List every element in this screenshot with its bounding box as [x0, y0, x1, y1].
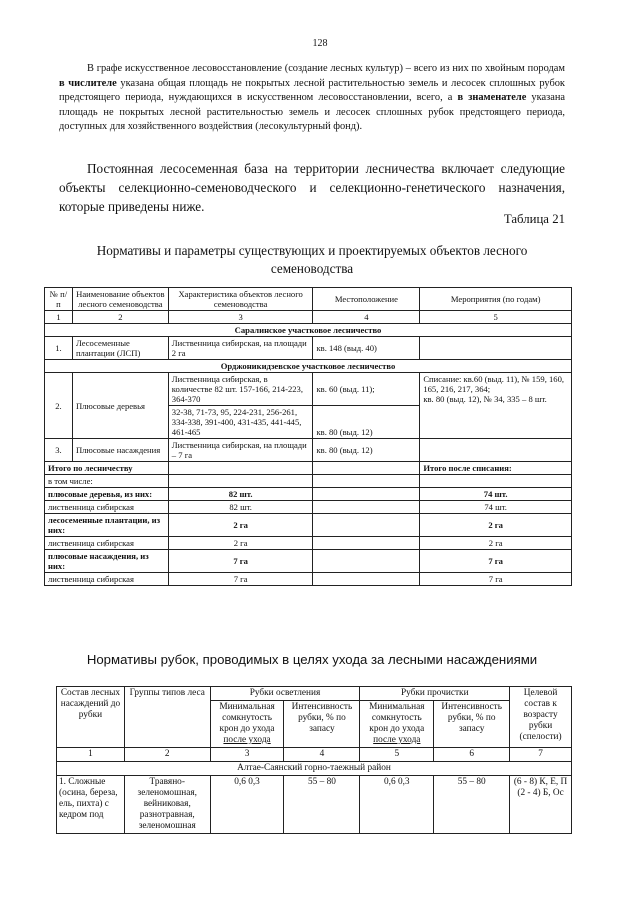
object-name: Плюсовые насаждения [72, 439, 168, 462]
table-row [45, 373, 572, 406]
col-number: 5 [360, 748, 434, 762]
total-before: 2 га [168, 537, 313, 550]
species-label: лиственница сибирская [45, 573, 169, 586]
total-row [45, 488, 572, 501]
in-that-label: в том числе: [45, 475, 169, 488]
total-before: 82 шт. [168, 488, 313, 501]
total-item-label: плюсовые насаждения, из них: [45, 550, 169, 573]
col-number: 4 [313, 311, 420, 324]
header-cell: Состав лесных насаждений до рубки [57, 687, 125, 748]
header-cell: Рубки прочистки [360, 687, 510, 701]
object-name: Лесосеменные плантации (ЛСП) [72, 337, 168, 360]
intensity-cell: 55 – 80 [284, 776, 360, 834]
object-activities [420, 439, 572, 462]
total-item-label: плюсовые деревья, из них: [45, 488, 169, 501]
composition-cell: 1. Сложные (осина, береза, ель, пихта) с кедром под [57, 776, 125, 834]
col-number: 1 [57, 748, 125, 762]
species-label: лиственница сибирская [45, 501, 169, 514]
header-cell: Характеристика объектов лесного семеноводства [168, 288, 313, 311]
total-before: 7 га [168, 573, 313, 586]
header-cell: Минимальная сомкнутость крон до ухода после ухода [360, 701, 434, 748]
col-number: 3 [210, 748, 284, 762]
object-characteristic: Лиственница сибирская, на площади 2 га [168, 337, 313, 360]
col-number: 5 [420, 311, 572, 324]
page-number: 128 [312, 38, 328, 49]
total-after: 7 га [420, 550, 572, 573]
total-after: 74 шт. [420, 488, 572, 501]
row-number: 2. [45, 373, 73, 439]
table1-title: Нормативы и параметры существующих и проектируемых объектов лесного семеноводства [96, 243, 528, 276]
object-location: кв. 80 (выд. 12) [313, 406, 420, 439]
header-cell: Мероприятия (по годам) [420, 288, 572, 311]
header-cell: Целевой состав к возрасту рубки (спелости) [510, 687, 572, 748]
section-ordzhonikidzevskoe: Орджоникидзевское участковое лесничество [45, 360, 572, 373]
object-activities: Списание: кв.60 (выд. 11), № 159, 160, 165, 216, 217, 364; кв. 80 (выд. 12), № 34, 335 – 8 шт. [420, 373, 572, 439]
section-saralinskoe: Саралинское участковое лесничество [45, 324, 572, 337]
total-after: 7 га [420, 573, 572, 586]
object-location: кв. 80 (выд. 12) [313, 439, 420, 462]
total-after: 74 шт. [420, 501, 572, 514]
header-cell: № п/п [45, 288, 73, 311]
species-label: лиственница сибирская [45, 537, 169, 550]
intensity-cell: 55 – 80 [434, 776, 510, 834]
col-number: 3 [168, 311, 313, 324]
col-number: 2 [72, 311, 168, 324]
object-location: кв. 60 (выд. 11); [313, 373, 420, 406]
col-number: 6 [434, 748, 510, 762]
header-cell: Местоположение [313, 288, 420, 311]
col-number: 1 [45, 311, 73, 324]
header-cell: Наименование объектов лесного семеноводства [72, 288, 168, 311]
section-row [45, 360, 572, 373]
total-before: 2 га [168, 514, 313, 537]
col-number: 7 [510, 748, 572, 762]
region-row [57, 762, 572, 776]
object-name: Плюсовые деревья [72, 373, 168, 439]
total-row [45, 550, 572, 573]
total-after: 2 га [420, 514, 572, 537]
header-cell: Рубки осветления [210, 687, 360, 701]
total-before: 82 шт. [168, 501, 313, 514]
table-row [45, 475, 572, 488]
total-row [45, 514, 572, 537]
object-characteristic: 32-38, 71-73, 95, 224-231, 256-261, 334-338, 391-400, 431-435, 441-445, 461-465 [168, 406, 313, 439]
seed-objects-table [44, 287, 572, 586]
header-cell: Минимальная сомкнутость крон до ухода после ухода [210, 701, 284, 748]
column-number-row [45, 311, 572, 324]
care-felling-table [56, 686, 572, 834]
seed-base-paragraph: Постоянная лесосеменная база на территории лесничества включает следующие объекты селекционно-семеноводческого и селекционно-генетического назначения, которые приведены ниже. [59, 161, 565, 214]
object-activities [420, 337, 572, 360]
table-header-row [45, 288, 572, 311]
row-number: 3. [45, 439, 73, 462]
table-row [45, 337, 572, 360]
header-cell: Интенсивность рубки, % по запасу [434, 701, 510, 748]
section-row [45, 324, 572, 337]
table-row [57, 776, 572, 834]
total-row [45, 462, 572, 475]
col-number: 2 [124, 748, 210, 762]
total-after-label: Итого после списания: [420, 462, 572, 475]
intro-paragraph: В графе искусственное лесовосстановление (создание лесных культур) – всего из них по хвойным породам в числителе указана общая площадь не покрытых лесной растительностью земель и лесосек сплошных рубок предстоящего периода, нуждающихся в искусственном лесовосстановлении, всего, а в знаменателе указана площадь не покрытых лесной растительностью земель и лесосек сплошных рубок предстоящего периода, доступных для хозяйственного воздействия (лесокультурный фонд). [59, 63, 565, 132]
row-number: 1. [45, 337, 73, 360]
total-label: Итого по лесничеству [45, 462, 169, 475]
target-composition-cell: (6 - 8) К, Е, П (2 - 4) Б, Ос [510, 776, 572, 834]
total-item-label: лесосеменные плантации, из них: [45, 514, 169, 537]
min-density-cell: 0,6 0,3 [360, 776, 434, 834]
table2-title: Нормативы рубок, проводимых в целях ухода за лесными насаждениями [86, 652, 538, 667]
total-after: 2 га [420, 537, 572, 550]
header-cell: Интенсивность рубки, % по запасу [284, 701, 360, 748]
object-characteristic: Лиственница сибирская, на площади – 7 га [168, 439, 313, 462]
forest-type-cell: Травяно-зеленомошная, вейниковая, разнотравная, зеленомошная [124, 776, 210, 834]
object-characteristic: Лиственница сибирская, в количестве 82 шт. 157-166, 214-223, 364-370 [168, 373, 313, 406]
table-row [45, 439, 572, 462]
column-number-row [57, 748, 572, 762]
table-row [45, 537, 572, 550]
table-header-row [57, 687, 572, 701]
region-label: Алтае-Саянский горно-таежный район [57, 762, 572, 776]
object-location: кв. 148 (выд. 40) [313, 337, 420, 360]
table-row [45, 501, 572, 514]
header-cell: Группы типов леса [124, 687, 210, 748]
total-before: 7 га [168, 550, 313, 573]
table-row [45, 573, 572, 586]
col-number: 4 [284, 748, 360, 762]
table-caption: Таблица 21 [503, 212, 565, 226]
min-density-cell: 0,6 0,3 [210, 776, 284, 834]
